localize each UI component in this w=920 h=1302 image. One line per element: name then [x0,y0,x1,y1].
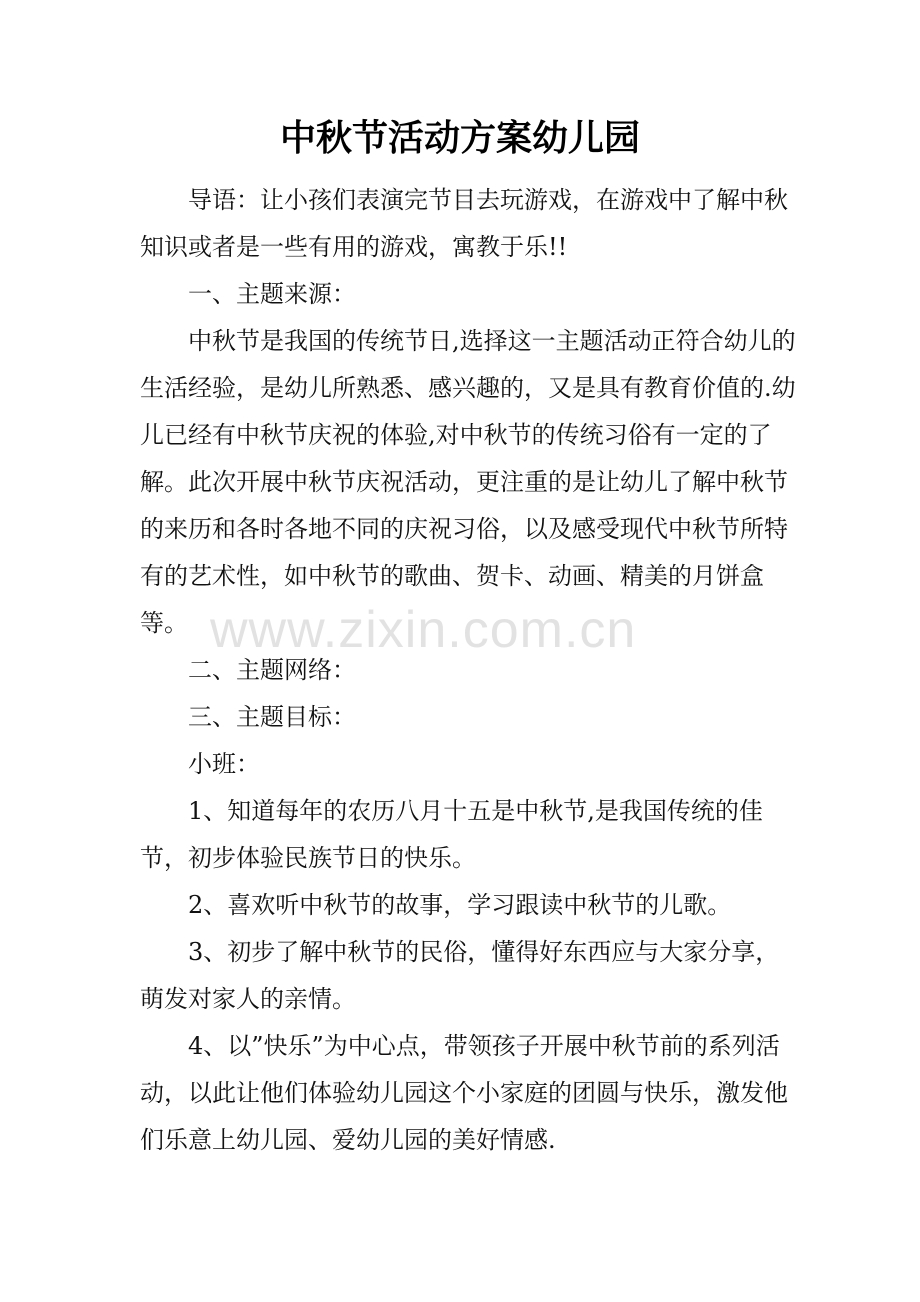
goal-item-1: 1、知道每年的农历八月十五是中秋节,是我国传统的佳节，初步体验民族节日的快乐。 [140,797,763,872]
document-title: 中秋节活动方案幼儿园 [279,117,640,159]
heading-small-class: 小班： [188,750,260,778]
paragraph-intro: 导语：让小孩们表演完节目去玩游戏，在游戏中了解中秋知识或者是一些有用的游戏，寓教于乐!! [140,186,788,261]
goal-item-4: 4、以”快乐”为中心点，带领孩子开展中秋节前的系列活动，以此让他们体验幼儿园这个小家庭的团圆与快乐，激发他们乐意上幼儿园、爱幼儿园的美好情感. [140,1032,788,1154]
heading-theme-source: 一、主题来源： [188,280,356,308]
goal-item-2: 2、喜欢听中秋节的故事，学习跟读中秋节的儿歌。 [188,891,732,919]
document-body [140,177,800,1164]
watermark: www.zixin.com.cn [210,601,637,659]
heading-theme-goals: 三、主题目标： [188,703,356,731]
paragraph-theme-source: 中秋节是我国的传统节日,选择这一主题活动正符合幼儿的生活经验，是幼儿所熟悉、感兴趣的，又是具有教育价值的.幼儿已经有中秋节庆祝的体验,对中秋节的传统习俗有一定的了解。此次开展中秋节庆祝活动，更注重的是让幼儿了解中秋节的来历和各时各地不同的庆祝习俗，以及感受现代中秋节所特有的艺术性，如中秋节的歌曲、贺卡、动画、精美的月饼盒等。 [140,327,796,637]
heading-theme-network: 二、主题网络： [188,656,356,684]
goal-item-3: 3、初步了解中秋节的民俗，懂得好东西应与大家分享，萌发对家人的亲情。 [140,938,780,1013]
